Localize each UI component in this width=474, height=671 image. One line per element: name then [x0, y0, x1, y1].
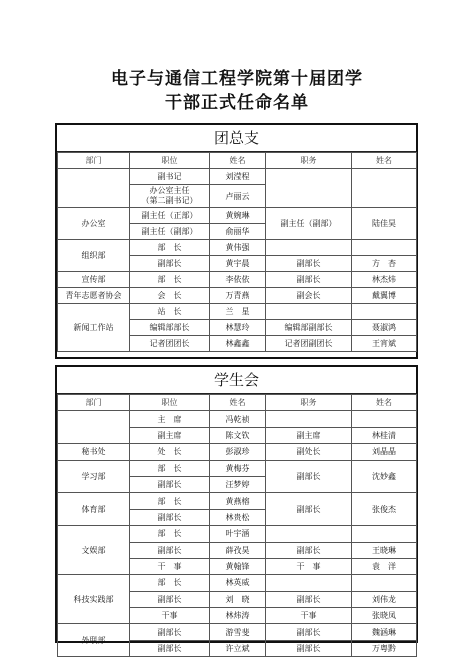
name-cell: 黄燕榕 [210, 493, 266, 509]
name-cell: 林杰炜 [352, 272, 417, 288]
duty-cell: 副部长 [266, 640, 352, 656]
name-cell: 刘晶晶 [352, 444, 417, 460]
duty-cell [266, 240, 352, 256]
duty-cell: 副会长 [266, 288, 352, 304]
dept-cell [58, 169, 130, 208]
name-cell: 黄梅芬 [210, 460, 266, 476]
table-row [58, 208, 417, 224]
position-cell: 干 事 [130, 558, 210, 574]
position-cell: 会 长 [130, 288, 210, 304]
position-cell: 副部长 [130, 256, 210, 272]
position-cell: 副主任（正部） [130, 208, 210, 224]
duty-cell: 副部长 [266, 624, 352, 640]
position-cell: 编辑部部长 [130, 320, 210, 336]
name-cell [352, 526, 417, 542]
table-row [58, 169, 417, 185]
name-cell: 李依依 [210, 272, 266, 288]
name-cell: 黄宇晨 [210, 256, 266, 272]
appointment-table [57, 394, 417, 657]
duty-cell: 副部长 [266, 542, 352, 558]
table-row [58, 460, 417, 476]
duty-cell: 副部长 [266, 272, 352, 288]
name-cell: 林鑫鑫 [210, 336, 266, 352]
header-dept: 部门 [58, 395, 130, 411]
position-cell: 干事 [130, 608, 210, 624]
duty-cell [266, 169, 352, 208]
header-name-2: 姓名 [352, 395, 417, 411]
section-student-union [55, 365, 418, 654]
section-title: 学生会 [57, 367, 416, 394]
name-cell: 刘 晓 [210, 591, 266, 607]
position-cell: 处 长 [130, 444, 210, 460]
name-cell: 黄婉琳 [210, 208, 266, 224]
table-row [58, 240, 417, 256]
table-row [58, 411, 417, 427]
header-name: 姓名 [210, 395, 266, 411]
appointment-table [57, 152, 417, 352]
dept-cell: 体育部 [58, 493, 130, 526]
table-row [58, 444, 417, 460]
position-cell: 部 长 [130, 272, 210, 288]
name-cell: 聂淑鸿 [352, 320, 417, 336]
duty-cell: 副部长 [266, 256, 352, 272]
name-cell: 刘滢程 [210, 169, 266, 185]
dept-cell: 青年志愿者协会 [58, 288, 130, 304]
duty-cell: 干事 [266, 608, 352, 624]
header-position: 职位 [130, 153, 210, 169]
table-header-row [58, 153, 417, 169]
name-cell: 卢丽云 [210, 185, 266, 208]
section-youth-league [55, 123, 418, 359]
name-cell: 陈文钦 [210, 427, 266, 443]
name-cell: 汪梦婷 [210, 476, 266, 492]
name-cell: 万青燕 [210, 288, 266, 304]
name-cell: 黄翰锋 [210, 558, 266, 574]
name-cell: 林贵松 [210, 509, 266, 525]
name-cell: 黄伟强 [210, 240, 266, 256]
table-row [58, 493, 417, 509]
dept-cell: 宣传部 [58, 272, 130, 288]
table-row [58, 272, 417, 288]
duty-cell [266, 575, 352, 591]
position-cell: 部 长 [130, 526, 210, 542]
name-cell: 张俊杰 [352, 493, 417, 526]
name-cell: 刘伟龙 [352, 591, 417, 607]
name-cell: 许立斌 [210, 640, 266, 656]
dept-cell: 外联部 [58, 624, 130, 657]
position-cell: 副部长 [130, 476, 210, 492]
name-cell: 王宵斌 [352, 336, 417, 352]
header-duty: 职务 [266, 395, 352, 411]
name-cell: 林英威 [210, 575, 266, 591]
table-header-row [58, 395, 417, 411]
dept-cell: 科技实践部 [58, 575, 130, 624]
table-row [58, 526, 417, 542]
name-cell: 林慧玲 [210, 320, 266, 336]
header-name: 姓名 [210, 153, 266, 169]
dept-cell: 秘书处 [58, 444, 130, 460]
name-cell: 袁 洋 [352, 558, 417, 574]
position-cell: 副部长 [130, 509, 210, 525]
name-cell: 沈妙鑫 [352, 460, 417, 493]
name-cell: 冯乾祯 [210, 411, 266, 427]
duty-cell: 副部长 [266, 591, 352, 607]
position-cell: 部 长 [130, 493, 210, 509]
name-cell: 万粤黔 [352, 640, 417, 656]
position-cell: 副主任（副部） [130, 224, 210, 240]
position-cell: 站 长 [130, 304, 210, 320]
name-cell: 戴翼博 [352, 288, 417, 304]
header-duty: 职务 [266, 153, 352, 169]
duty-cell [266, 526, 352, 542]
position-cell: 副书记 [130, 169, 210, 185]
duty-cell [266, 304, 352, 320]
position-cell: 副部长 [130, 591, 210, 607]
page-subtitle: 干部正式任命名单 [165, 93, 309, 113]
duty-cell: 记者团副团长 [266, 336, 352, 352]
name-cell [352, 575, 417, 591]
table-row [58, 575, 417, 591]
duty-cell: 副主席 [266, 427, 352, 443]
position-cell: 部 长 [130, 575, 210, 591]
dept-cell: 组织部 [58, 240, 130, 272]
dept-cell: 新闻工作站 [58, 304, 130, 352]
name-cell: 王晓琳 [352, 542, 417, 558]
duty-cell: 副处长 [266, 444, 352, 460]
name-cell: 方 杏 [352, 256, 417, 272]
section-title: 团总支 [57, 125, 416, 152]
duty-cell: 干 事 [266, 558, 352, 574]
position-cell: 副部长 [130, 640, 210, 656]
name-cell: 兰 星 [210, 304, 266, 320]
name-cell [352, 240, 417, 256]
name-cell [352, 169, 417, 208]
name-cell [352, 411, 417, 427]
duty-cell [266, 411, 352, 427]
page-title: 电子与通信工程学院第十届团学 [111, 69, 363, 89]
table-row [58, 288, 417, 304]
dept-cell [58, 411, 130, 444]
name-cell: 叶宇涵 [210, 526, 266, 542]
position-cell: 部 长 [130, 240, 210, 256]
dept-cell: 办公室 [58, 208, 130, 240]
header-name-2: 姓名 [352, 153, 417, 169]
name-cell: 林桂清 [352, 427, 417, 443]
header-dept: 部门 [58, 153, 130, 169]
table-row [58, 624, 417, 640]
name-cell [352, 304, 417, 320]
duty-cell: 编辑部副部长 [266, 320, 352, 336]
position-cell: 副部长 [130, 542, 210, 558]
duty-cell: 副部长 [266, 460, 352, 493]
position-cell: 部 长 [130, 460, 210, 476]
table-row [58, 304, 417, 320]
duty-cell: 副部长 [266, 493, 352, 526]
name-cell: 薛孜昊 [210, 542, 266, 558]
name-cell: 张晓凤 [352, 608, 417, 624]
dept-cell: 文娱部 [58, 526, 130, 575]
position-cell: 主 席 [130, 411, 210, 427]
name-cell: 林炜涛 [210, 608, 266, 624]
header-position: 职位 [130, 395, 210, 411]
name-cell: 游雪斐 [210, 624, 266, 640]
name-cell: 陆佳昊 [352, 208, 417, 240]
name-cell: 彭淑珍 [210, 444, 266, 460]
position-cell: 办公室主任 （第二副书记） [130, 185, 210, 208]
dept-cell: 学习部 [58, 460, 130, 493]
position-cell: 记者团团长 [130, 336, 210, 352]
position-cell: 副部长 [130, 624, 210, 640]
name-cell: 俞丽华 [210, 224, 266, 240]
position-cell: 副主席 [130, 427, 210, 443]
duty-cell: 副主任（副部） [266, 208, 352, 240]
name-cell: 魏涵琳 [352, 624, 417, 640]
